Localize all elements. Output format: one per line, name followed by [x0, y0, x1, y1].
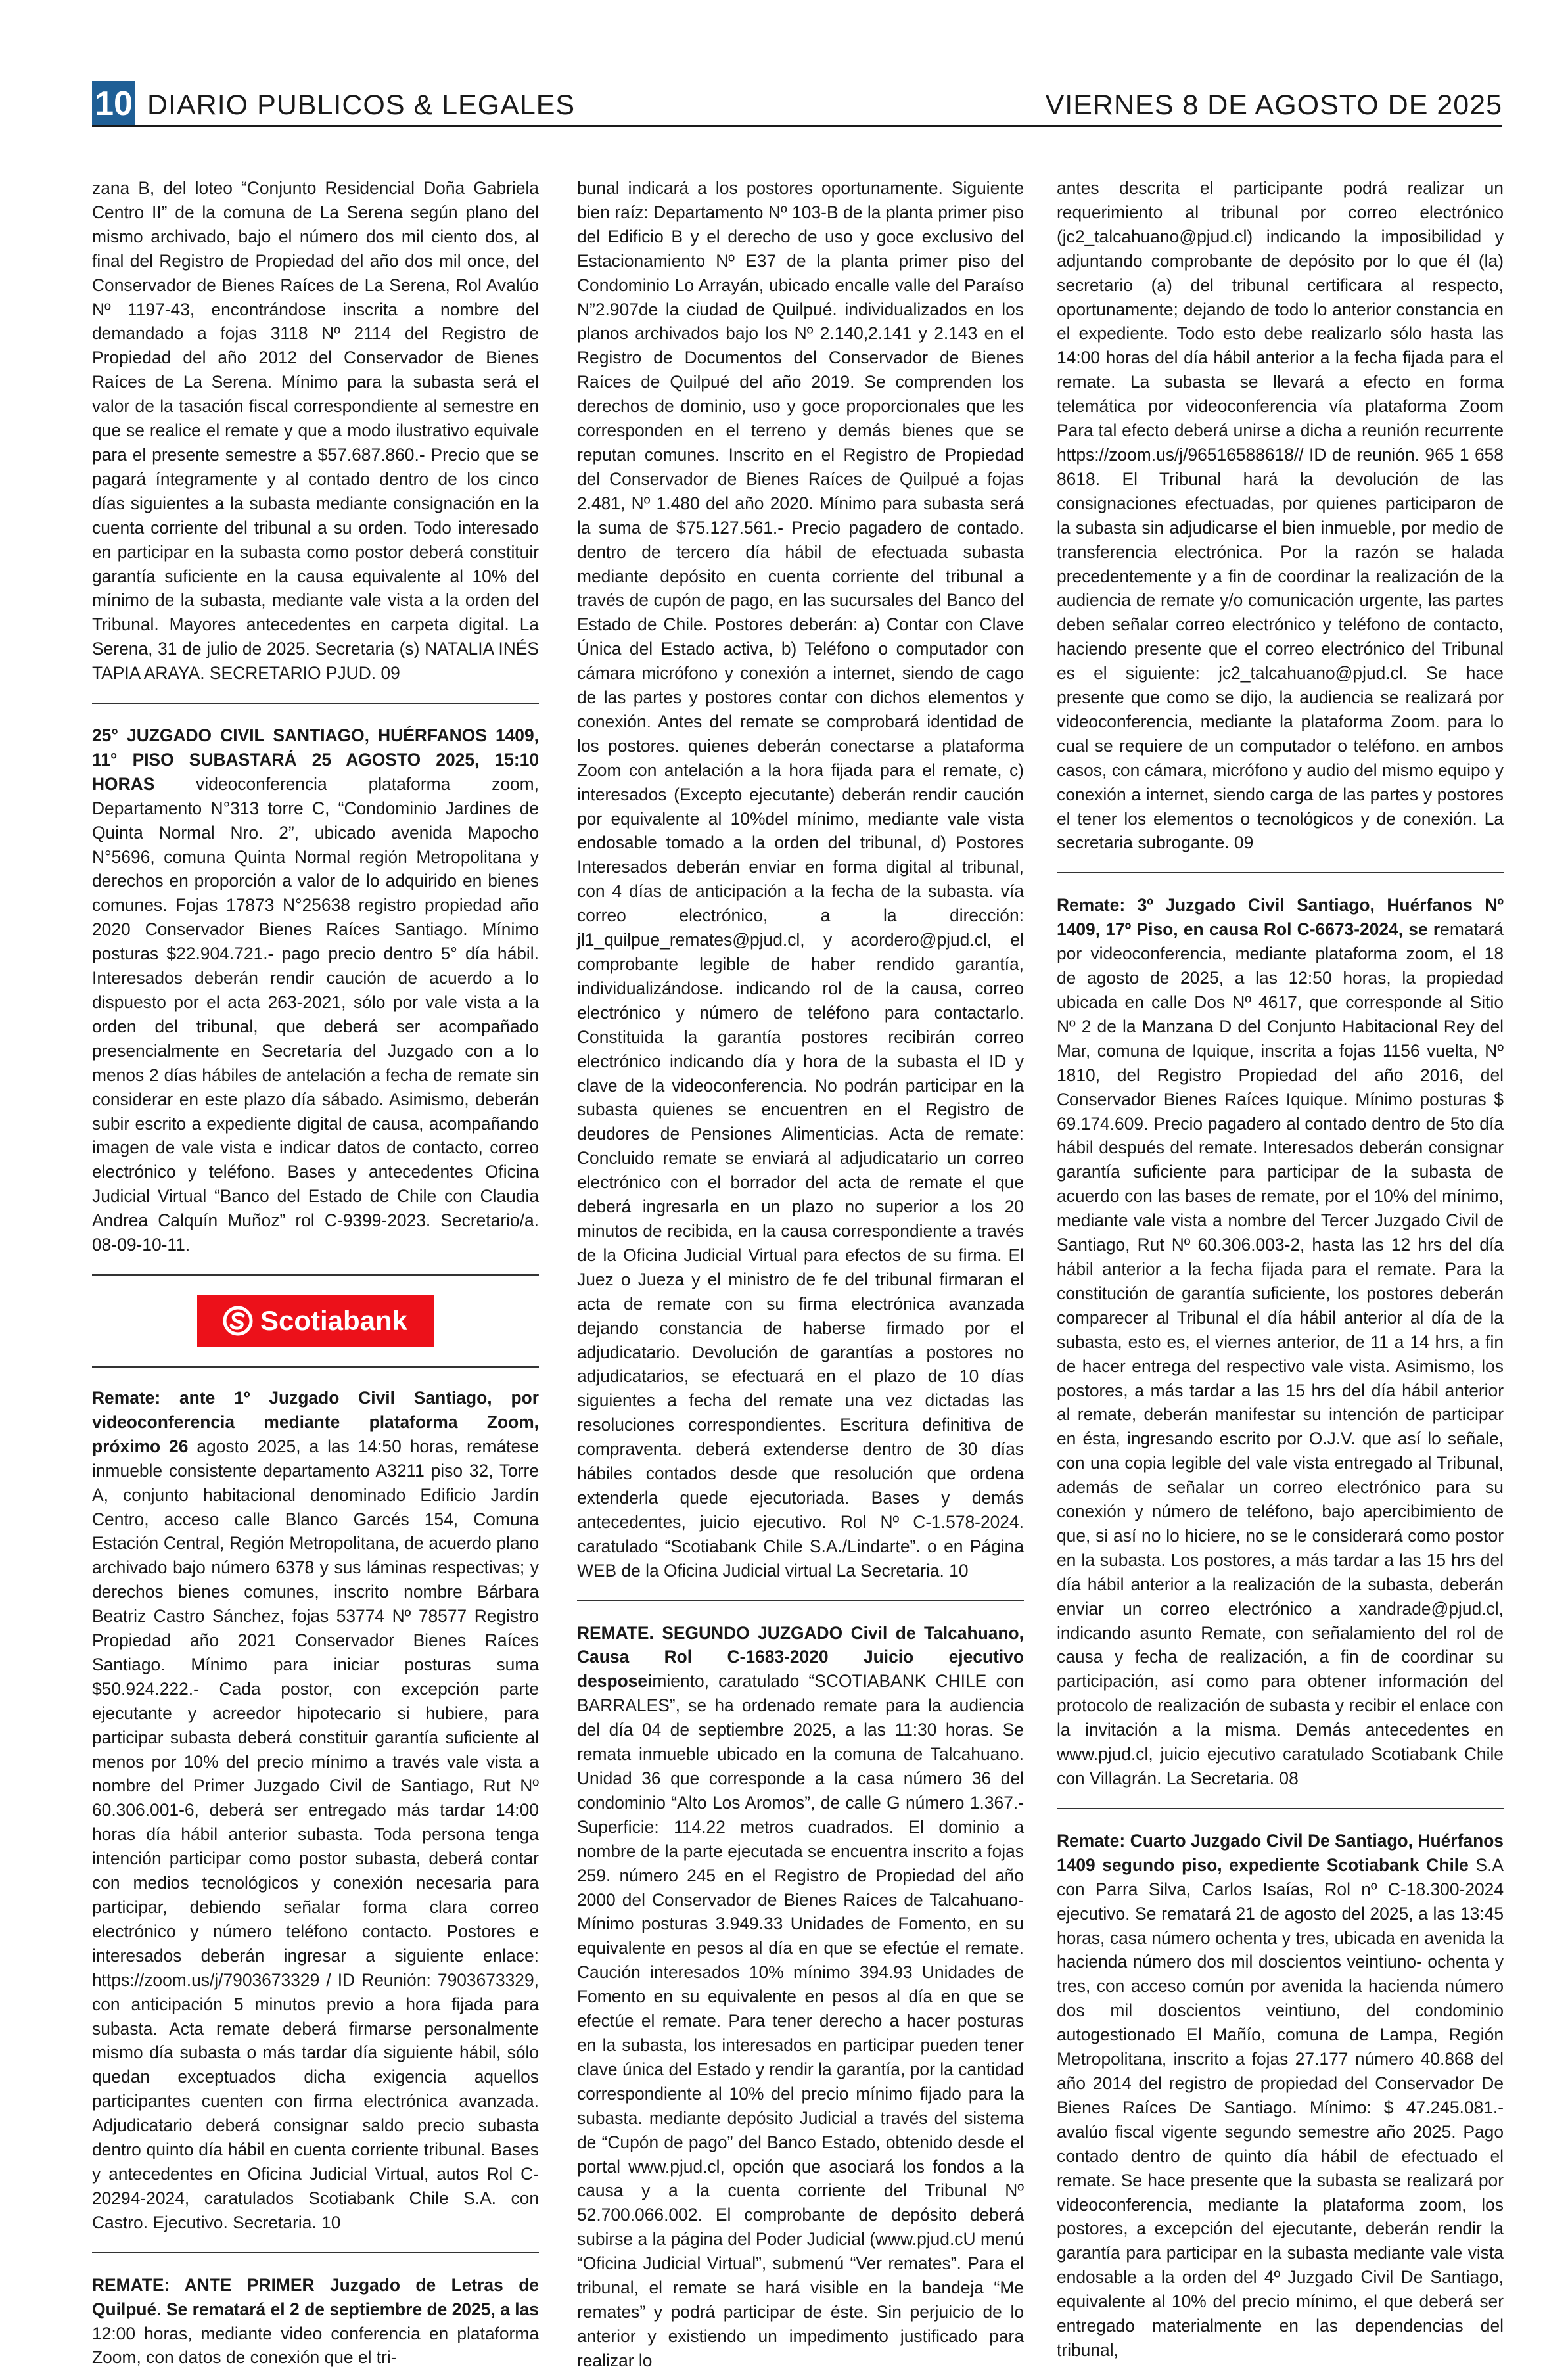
column-2 — [577, 176, 1024, 2370]
notice-body: S.A con Parra Silva, Carlos Isaías, Rol nº C-18.300-2024 ejecutivo. Se rematará 21 de agosto del 2025, a las 13:45 horas, casa número ochenta y tres, ubicada en avenida la hacienda número dos mil doscientos veintiuno- ochenta y tres, con acceso común por avenida la hacienda número dos mil doscientos veintiuno, del condominio autogestionado El Mañío, comuna de Lampa, Región Metropolitana, inscrito a fojas 27.177 número 40.868 del año 2014 del registro de propiedad del Conservador De Bienes Raíces De Santiago. Mínimo: $ 47.245.081.- avalúo fiscal vigente segundo semestre año 2025. Pago contado dentro de quinto día hábil de efectuado el remate. Se hace presente que la subasta se realizará por videoconferencia, mediante la plataforma zoom, los postores, a excepción del ejecutante, deberán rendir la garantía para participar en la subasta mediante vale vista endosable a la orden del 4º Juzgado Civil De Santiago, equivalente al 10% del precio mínimo, el que deberá ser entregado materialmente en las dependencias del tribunal, — [1057, 1855, 1504, 2360]
notice — [577, 176, 1024, 1583]
notice-lead: Remate: 3º Juzgado Civil Santiago, Huérfanos Nº 1409, 17º Piso, en causa Rol C-6673-2024, se r — [1057, 895, 1504, 940]
scotiabank-s-icon — [223, 1306, 252, 1335]
scotiabank-logo — [197, 1295, 434, 1347]
column-1 — [92, 176, 540, 2368]
notice-divider — [92, 2252, 539, 2253]
notice-body: zana B, del loteo “Conjunto Residencial Doña Gabriela Centro II” de la comuna de La Serena según plano del mismo archivado, bajo el número dos mil ciento dos, al final del Registro de Propiedad del año dos mil once, del Conservador de Bienes Raíces de La Serena, Rol Avalúo Nº 1197-43, encontrándose inscrita a nombre del demandado a fojas 3118 Nº 2114 del Registro de Propiedad del año 2012 del Conservador de Bienes Raíces de La Serena. Mínimo para la subasta será el valor de la tasación fiscal correspondiente al semestre en que se realice el remate y que a modo ilustrativo equivale para el presente semestre a $57.687.860.- Precio que se pagará íntegramente y al contado dentro de los cinco días siguientes a la subasta mediante consignación en la cuenta corriente del tribunal a su orden. Todo interesado en participar en la subasta como postor deberá constituir garantía suficiente en la causa equivalente al 10% del mínimo de la subasta, mediante vale vista a la orden del Tribunal. Mayores antecedentes en carpeta digital. La Serena, 31 de julio de 2025. Secretaria (s) NATALIA INÉS TAPIA ARAYA. SECRETARIO PJUD. 09 — [92, 178, 539, 683]
notice-lead: REMATE: ANTE PRIMER Juzgado de Letras de Quilpué. Se rematará el 2 de septiembre de 2025, a las — [92, 2274, 539, 2319]
page-number: 10 — [92, 81, 135, 126]
notice — [92, 2273, 539, 2370]
notice — [92, 176, 539, 685]
logo-text: Scotiabank — [260, 1304, 408, 1336]
notice-lead: REMATE. SEGUNDO JUZGADO Civil de Talcahuano, Causa Rol C-1683-2020 Juicio ejecutivo desposei — [577, 1623, 1024, 1692]
notice-divider — [92, 1274, 539, 1276]
notice-body: agosto 2025, a las 14:50 horas, remátese inmueble consistente departamento A3211 piso 32, Torre A, conjunto habitacional denominado Edificio Jardín Centro, acceso calle Blanco Garcés 154, Comuna Estación Central, Región Metropolitana, de acuerdo plano archivado bajo número 6378 y sus láminas respectivas; y derechos bienes comunes, inscrito nombre Bárbara Beatriz Castro Sánchez, fojas 53774 Nº 78577 Registro Propiedad año 2021 Conservador Bienes Raíces Santiago. Mínimo para iniciar posturas suma $50.924.222.- Cada postor, con excepción parte ejecutante y acreedor hipotecario si hubiere, para participar subasta deberá constituir garantía suficiente al menos por 10% del precio mínimo a través vale vista a nombre del Primer Juzgado Civil de Santiago, Rut Nº 60.306.001-6, deberá ser entregado más tardar 14:00 horas día hábil anterior subasta. Toda persona tenga intención participar como postor subasta, deberá contar con medios tecnológicos y conexión necesaria para participar, debiendo señalar forma clara correo electrónico y número teléfono contacto. Postores e interesados deberán ingresar a siguiente enlace: https://zoom.us/j/7903673329 / ID Reunión: 7903673329, con anticipación 5 minutos previo a hora fijada para subasta. Acta remate deberá firmarse personalmente mismo día subasta o más tardar día siguiente hábil, sólo quedan exceptuados dicha exigencia aquellos participantes cuenten con firma electrónica avanzada. Adjudicatario deberá consignar saldo precio subasta dentro quinto día hábil en cuenta corriente tribunal. Bases y antecedentes en Oficina Judicial Virtual, autos Rol C-20294-2024, caratulados Scotiabank Chile S.A. con Castro. Ejecutivo. Secretaria. 10 — [92, 1436, 540, 2232]
notice-divider — [92, 1366, 539, 1368]
notice-lead: Remate: ante 1º Juzgado Civil Santiago, por videoconferencia mediante plataforma Zoom, próximo 26 — [92, 1387, 539, 1456]
notice-body: 12:00 horas, mediante video conferencia en plataforma Zoom, con datos de conexión que el tri- — [92, 2323, 539, 2368]
column-3 — [1057, 176, 1504, 2360]
notice-divider — [1057, 1808, 1504, 1809]
notice — [1057, 893, 1504, 1791]
notice — [92, 1386, 539, 2235]
publication-date: VIERNES 8 DE AGOSTO DE 2025 — [1045, 89, 1502, 121]
notice-lead: 25° JUZGADO CIVIL SANTIAGO, HUÉRFANOS 1409, 11° PISO SUBASTARÁ 25 AGOSTO 2025, 15:10 HORAS — [92, 726, 539, 794]
notice-divider — [577, 1600, 1024, 1601]
notice — [92, 724, 539, 1257]
page-header — [92, 81, 1502, 133]
notice-divider — [1057, 872, 1504, 873]
notice-body: antes descrita el participante podrá realizar un requerimiento al tribunal por correo electrónico (jc2_talcahuano@pjud.cl) indicando la imposibilidad y adjuntando comprobante de depósito por lo que él (la) secretario (a) del tribunal certificara al respecto, oportunamente; dejando de todo lo anterior constancia en el expediente. Todo esto debe realizarlo sólo hasta las 14:00 horas del día hábil anterior a la fecha fijada para el remate. La subasta se llevará a efecto en forma telemática por videoconferencia vía plataforma Zoom Para tal efecto deberá unirse a dicha a reunión recurrente https://zoom.us/j/96516588618// ID de reunión. 965 1 658 8618. El Tribunal hará la devolución de las consignaciones efectuadas, por quienes participaron de la subasta sin adjudicarse el bien inmueble, por medio de transferencia electrónica. Por la razón se halada precedentemente y a fin de coordinar la realización de la audiencia de remate y/o comunicación urgente, las partes deben señalar correo electrónico y teléfono de contacto, haciendo presente que el correo electrónico del Tribunal es el siguiente: jc2_talcahuano@pjud.cl. Se hace presente que como se dijo, la audiencia se realizará por videoconferencia, mediante la plataforma Zoom. para lo cual se requiere de un computador o teléfono. en ambos casos, con cámara, micrófono y audio del mismo equipo y conexión a internet, siendo carga de las partes y postores el tener los elementos o tecnológicos y de conexión. La secretaria subrogante. 09 — [1057, 178, 1504, 853]
notice-divider — [92, 703, 539, 704]
publication-title: DIARIO PUBLICOS & LEGALES — [147, 89, 576, 121]
notice-body: ematará por videoconferencia, mediante plataforma zoom, el 18 de agosto de 2025, a las 12:50 horas, la propiedad ubicada en calle Dos Nº 4617, que corresponde al Sitio Nº 2 de la Manzana D del Conjunto Habitacional Rey del Mar, comuna de Iquique, inscrita a fojas 1156 vuelta, Nº 1810, del Registro Propiedad del año 2016, del Conservador Bienes Raíces Iquique. Mínimo posturas $ 69.174.609. Precio pagadero al contado dentro de 5to día hábil después del remate. Interesados deberán consignar garantía suficiente para participar de la subasta de acuerdo con las bases de remate, por el 10% del mínimo, mediante vale vista a nombre del Tercer Juzgado Civil de Santiago, Rut Nº 60.306.003-2, hasta las 12 hrs del día hábil anterior a la fecha fijada para el remate. Para la constitución de garantía suficiente, los postores deberán comparecer al Tribunal el día hábil anterior al día de la subasta, esto es, el viernes anterior, de 11 a 14 hrs, a fin de hacer entrega del respectivo vale vista. Asimismo, los postores, a más tardar a las 15 hrs del día hábil anterior al remate, deberán manifestar su intención de participar en ésta, ingresando escrito por O.J.V. que así lo señale, con una copia legible del vale vista entregado al Tribunal, además de señalar un correo electrónico para su conexión y número de teléfono, bajo apercibimiento de que, si así no lo hiciere, no se le considerará como postor en la subasta. Los postores, a más tardar a las 15 hrs del día hábil anterior a la realización de la subasta, deberán enviar un correo electrónico a xandrade@pjud.cl, indicando asunto Remate, con señalamiento del rol de causa y fecha de realización, a fin de coordinar su participación, así como para obtener información del protocolo de realización de subasta y recibir el enlace con la invitación a la misma. Demás antecedentes en www.pjud.cl, juicio ejecutivo caratulado Scotiabank Chile con Villagrán. La Secretaria. 08 — [1057, 919, 1504, 1788]
notice-lead: Remate: Cuarto Juzgado Civil De Santiago, Huérfanos 1409 segundo piso, expediente Scotiabank Chile — [1057, 1830, 1504, 1875]
notice — [577, 1621, 1024, 2373]
notice — [1057, 176, 1504, 855]
notice-body: miento, caratulado “SCOTIABANK CHILE con BARRALES”, se ha ordenado remate para la audiencia del día 04 de septiembre 2025, a las 11:30 horas. Se remata inmueble ubicado en la comuna de Talcahuano. Unidad 36 que corresponde a la casa número 36 del condominio “Alto Los Aromos”, de calle G número 1.367.- Superficie: 114.22 metros cuadrados. El dominio a nombre de la parte ejecutada se encuentra inscrito a fojas 259. número 245 en el Registro de Propiedad del año 2000 del Conservador de Bienes Raíces de Talcahuano- Mínimo posturas 3.949.33 Unidades de Fomento, en su equivalente en pesos al día en que se efectúe el remate. Caución interesados 10% mínimo 394.93 Unidades de Fomento en su equivalente en pesos al día en que se efectúe el remate. Para tener derecho a hacer posturas en la subasta, los interesados en participar pueden tener clave única del Estado y rendir la garantía, por la cantidad correspondiente al 10% del precio mínimo fijado para la subasta. mediante depósito Judicial a través del sistema de “Cupón de pago” del Banco Estado, obtenido desde el portal www.pjud.cl, opción que asociará los fondos a la causa y a la cuenta corriente del Tribunal Nº 52.700.066.002. El comprobante de depósito deberá subirse a la página del Poder Judicial (www.pjud.cU menú “Oficina Judicial Virtual”, submenú “Ver remates”. Para el tribunal, el remate se hará visible en la bandeja “Me remates” y podrá participar de éste. Sin perjuicio de lo anterior y existiendo un impedimento justificado para realizar lo — [577, 1671, 1024, 2370]
notice-body: videoconferencia plataforma zoom, Departamento N°313 torre C, “Condominio Jardines de Quinta Normal Nro. 2”, ubicado avenida Mapocho N°5696, comuna Quinta Normal región Metropolitana y derechos en proporción a valor de lo adquirido en bienes comunes. Fojas 17873 N°25638 registro propiedad año 2020 Conservador Bienes Raíces Santiago. Mínimo posturas $22.904.721.- pago precio dentro 5° día hábil. Interesados deberán rendir caución de acuerdo a lo dispuesto por el acta 263-2021, sólo por vale vista a la orden del tribunal, que deberá ser acompañado presencialmente en Secretaría del Juzgado con a lo menos 2 días hábiles de antelación a fecha de remate sin considerar en este plazo día sábado. Asimismo, deberán subir escrito a expediente digital de causa, acompañando imagen de vale vista e indicar datos de contacto, correo electrónico y teléfono. Bases y antecedentes Oficina Judicial Virtual “Banco del Estado de Chile con Claudia Andrea Calquín Muñoz” rol C-9399-2023. Secretario/a. 08-09-10-11. — [92, 773, 539, 1255]
header-rule — [92, 125, 1502, 127]
notice — [1057, 1829, 1504, 2362]
notice-body: bunal indicará a los postores oportunamente. Siguiente bien raíz: Departamento Nº 103-B de la planta primer piso del Edificio B y el derecho de uso y goce exclusivo del Estacionamiento Nº E37 de la planta primer piso del Condominio Lo Arrayán, ubicado encalle valle del Paraíso N”2.907de la ciudad de Quilpué. individualizados en los planos archivados bajo los Nº 2.140,2.141 y 2.143 en el Registro de Documentos del Conservador de Bienes Raíces de Quilpué del año 2019. Se comprenden los derechos de dominio, uso y goce proporcionales que les corresponden en el terreno y demás bienes que se reputan comunes. Inscrito en el Registro de Propiedad del Conservador de Bienes Raíces de Quilpué a fojas 2.481, Nº 1.480 del año 2020. Mínimo para subasta será la suma de $75.127.561.- Precio pagadero de contado. dentro de tercero día hábil de efectuada subasta mediante depósito en cuenta corriente del tribunal a través de cupón de pago, en las sucursales del Banco del Estado de Chile. Postores deberán: a) Contar con Clave Única del Estado activa, b) Teléfono o computador con cámara micrófono y conexión a internet, siendo de cago de las partes y postores contar con dichos elementos y conexión. Antes del remate se comprobará identidad de los postores. quienes deberán conectarse a plataforma Zoom con antelación a la hora fijada para el remate, c) interesados (Excepto ejecutante) deberán rendir caución por equivalente al 10%del mínimo, mediante vale vista endosable tomado a la orden del tribunal, d) Postores Interesados deberán enviar en forma digital al tribunal, con 4 días de anticipación a la fecha de la subasta. vía correo electrónico, a la dirección: jl1_quilpue_remates@pjud.cl, y acordero@pjud.cl, el comprobante legible de haber rendido garantía, individualizándose. indicando rol de la causa, correo electrónico y número de teléfono para contactarlo. Constituida la garantía postores recibirán correo electrónico indicando día y hora de la subasta el ID y clave de la videoconferencia. No podrán participar en la subasta quienes se encuentren en el Registro de deudores de Pensiones Alimenticias. Acta de remate: Concluido remate se enviará al adjudicatario un correo electrónico con el borrador del acta de remate el que deberá ingresarla en un plazo no superior a los 20 minutos de recibida, en la causa correspondiente a través de la Oficina Judicial Virtual para efectos de su firma. El Juez o Jueza y el ministro de fe del tribunal firmaran el acta de remate con su firma electrónica avanzada dejando constancia de haberse firmado por el adjudicatario. Devolución de garantías a postores no adjudicatarios, se efectuará en el plazo de 10 días siguientes a fecha del remate una vez dictadas las resoluciones correspondientes. Escritura definitiva de compraventa. deberá extenderse dentro de 30 días hábiles contados desde que resolución que ordena extenderla quede ejecutoriada. Bases y demás antecedentes, juicio ejecutivo. Rol Nº C-1.578-2024. caratulado “Scotiabank Chile S.A./Lindarte”. o en Página WEB de la Oficina Judicial virtual La Secretaria. 10 — [577, 178, 1024, 1580]
